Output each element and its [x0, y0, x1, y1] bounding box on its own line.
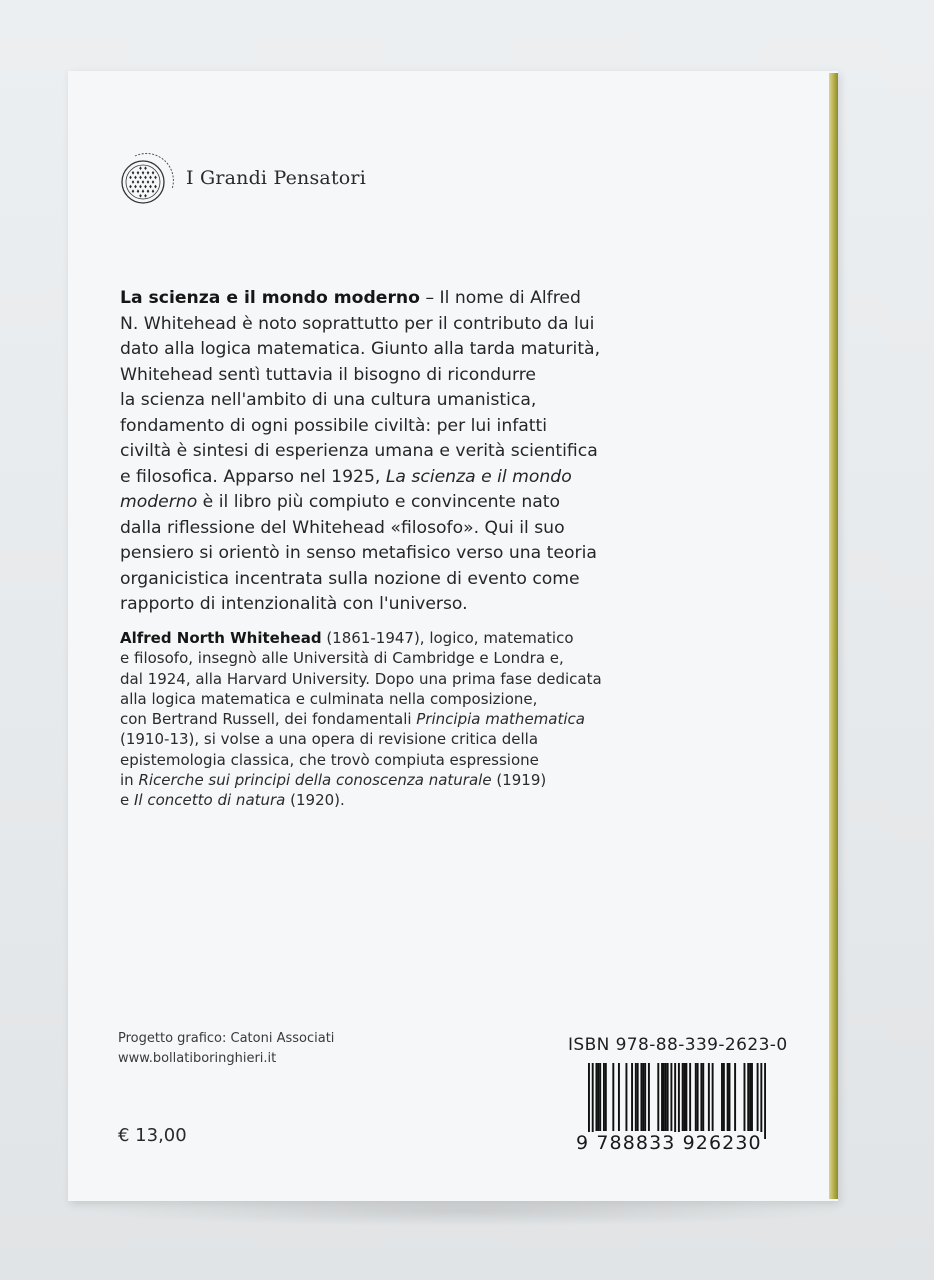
seal-dot [149, 176, 152, 180]
seal-dot [144, 166, 147, 170]
barcode-bar [595, 1063, 597, 1131]
seal-dot [139, 176, 142, 180]
seal-dot [142, 180, 145, 184]
text-run: civiltà è sintesi di esperienza umana e verità scientifica [120, 441, 598, 461]
barcode-bar [708, 1063, 710, 1131]
seal-dot [152, 189, 155, 193]
barcode-bar [757, 1063, 759, 1131]
italic-text: Principia mathematica [416, 710, 585, 729]
text-run: dalla riflessione del Whitehead «filosofo». Qui il suo [120, 517, 565, 538]
barcode-bar [657, 1063, 659, 1131]
barcode-bar [642, 1063, 644, 1131]
seal-dot [144, 185, 147, 189]
barcode-bar [751, 1063, 753, 1131]
barcode-bar [592, 1063, 594, 1139]
italic-text: moderno [120, 492, 198, 512]
barcode-bar [644, 1063, 646, 1131]
publisher-website: www.bollatiboringhieri.it [118, 1051, 277, 1066]
seal-dot [139, 185, 142, 189]
barcode-bar [684, 1063, 686, 1131]
seal-dot [132, 171, 135, 175]
text-line [120, 592, 590, 618]
barcode-bar [618, 1063, 620, 1131]
barcode [588, 1063, 766, 1139]
seal-dot [147, 189, 150, 193]
publisher-seal-icon [115, 149, 177, 211]
barcode-bar [744, 1063, 746, 1131]
seal-dot [139, 166, 142, 170]
barcode-bar [734, 1063, 736, 1131]
text-line [120, 648, 590, 668]
text-line [120, 363, 590, 389]
barcode-bar [635, 1063, 637, 1131]
barcode-bar [605, 1063, 607, 1131]
seal-dot [152, 171, 155, 175]
text-run: – Il nome di Alfred [419, 288, 581, 308]
barcode-bar [625, 1063, 627, 1131]
barcode-digits: 9 788833 926230 [576, 1132, 762, 1154]
seal-dot [149, 185, 152, 189]
seal-dot [129, 185, 132, 189]
barcode-bar [760, 1063, 762, 1139]
credits [118, 1029, 334, 1069]
seal-dot [154, 176, 157, 180]
text-run: Whitehead sentì tuttavia il bisogno di ricondurre [120, 364, 536, 385]
seal-dot [129, 176, 132, 180]
seal-dot [147, 171, 150, 175]
barcode-bar [597, 1063, 599, 1131]
book-back-cover [68, 71, 838, 1201]
text-line [120, 790, 590, 810]
text-run: (1861-1947), logico, matematico [321, 629, 574, 647]
text-line [120, 729, 590, 749]
text-run: in [120, 771, 139, 790]
text-run: dal 1924, alla Harvard University. Dopo una prima fase dedicata [120, 669, 602, 688]
text-line [120, 628, 590, 648]
barcode-bar [685, 1063, 687, 1131]
barcode-bar [667, 1063, 669, 1131]
text-run: e [120, 791, 134, 810]
barcode-bar [702, 1063, 704, 1131]
text-line [120, 541, 597, 567]
series-name: I Grandi Pensatori [186, 167, 366, 189]
barcode-bar [727, 1063, 729, 1131]
design-credit: Progetto grafico: Catoni Associati [118, 1031, 335, 1046]
seal-dot [132, 180, 135, 184]
barcode-bar [665, 1063, 667, 1131]
barcode-bar [678, 1063, 680, 1139]
barcode-bar [603, 1063, 605, 1131]
text-run: e filosofica. Apparso nel 1925, [120, 466, 386, 487]
seal-dot [132, 189, 135, 193]
text-run: rapporto di intenzionalità con l'universo. [120, 594, 468, 614]
seal-dot [139, 194, 142, 198]
bold-text: Alfred North Whitehead [120, 629, 322, 647]
barcode-bar [661, 1063, 663, 1131]
isbn-label: ISBN 978-88-339-2623-0 [568, 1035, 788, 1055]
barcode-bar [747, 1063, 749, 1131]
barcode-bar [682, 1063, 684, 1131]
seal-dot [142, 171, 145, 175]
text-line [120, 567, 590, 593]
text-line [120, 465, 590, 491]
seal-dot [144, 194, 147, 198]
text-line [120, 414, 590, 440]
text-line [120, 286, 590, 312]
seal-dot [134, 176, 137, 180]
barcode-bar [749, 1063, 751, 1131]
text-line [120, 337, 601, 363]
text-run: (1910-13), si volse a una opera di revisione critica della [120, 730, 539, 749]
text-line [120, 669, 602, 689]
barcode-bar [700, 1063, 702, 1131]
seal-dot [142, 189, 145, 193]
barcode-bar [674, 1063, 676, 1139]
book-page-edge [829, 73, 838, 1199]
text-line [120, 490, 590, 516]
text-line [120, 516, 590, 542]
text-line [120, 312, 595, 338]
seal-dot [152, 180, 155, 184]
text-line [120, 439, 598, 465]
text-run: (1919) [491, 771, 547, 790]
barcode-bar [764, 1063, 766, 1139]
text-line [120, 709, 590, 729]
seal-dot [144, 176, 147, 180]
text-run: pensiero si orientò in senso metafisico verso una teoria [120, 543, 597, 563]
text-run: epistemologia classica, che trovò compiuta espressione [120, 750, 539, 769]
italic-text: La scienza e il mondo [385, 466, 572, 487]
barcode-bar [648, 1063, 650, 1131]
text-run: organicistica incentrata sulla nozione di evento come [120, 568, 580, 589]
barcode-bar [723, 1063, 725, 1131]
text-line [120, 770, 590, 790]
barcode-bar [637, 1063, 639, 1131]
author-biography [120, 628, 602, 811]
text-run: N. Whitehead è noto soprattutto per il contributo da lui [120, 313, 595, 334]
barcode-bar [631, 1063, 633, 1131]
barcode-bar [663, 1063, 665, 1131]
barcode-bar [599, 1063, 601, 1131]
text-run: (1920). [285, 791, 345, 810]
text-line [120, 388, 590, 414]
seal-dot [137, 171, 140, 175]
text-run: e filosofo, insegnò alle Università di Cambridge e Londra e, [120, 649, 564, 668]
barcode-bar [612, 1063, 614, 1131]
italic-text: Il concetto di natura [134, 791, 286, 810]
seal-dot [134, 185, 137, 189]
text-line [120, 689, 590, 709]
barcode-bar [712, 1063, 714, 1131]
seal-dot [147, 180, 150, 184]
text-run: è il libro più compiuto e convincente nato [197, 492, 561, 512]
text-run: fondamento di ogni possibile civiltà: per lui infatti [120, 415, 548, 436]
text-run: dato alla logica matematica. Giunto alla tarda maturità, [120, 339, 601, 359]
seal-dot [154, 185, 157, 189]
seal-dot [137, 189, 140, 193]
price-label: € 13,00 [118, 1125, 187, 1146]
barcode-bar [695, 1063, 697, 1131]
barcode-bar [697, 1063, 699, 1131]
seal-dot [137, 180, 140, 184]
text-line [120, 750, 590, 770]
text-run: alla logica matematica e culminata nella composizione, [120, 689, 538, 708]
barcode-bar [640, 1063, 642, 1131]
barcode-bar [689, 1063, 691, 1131]
italic-text: Ricerche sui principi della conoscenza naturale [138, 771, 492, 790]
text-run: la scienza nell'ambito di una cultura umanistica, [120, 390, 537, 410]
book-description [120, 286, 601, 618]
barcode-bar [588, 1063, 590, 1139]
barcode-bar [670, 1063, 672, 1131]
barcode-bar [729, 1063, 731, 1131]
text-run: con Bertrand Russell, dei fondamentali [120, 710, 417, 729]
bold-text: La scienza e il mondo moderno [120, 288, 420, 308]
barcode-bar [721, 1063, 723, 1131]
